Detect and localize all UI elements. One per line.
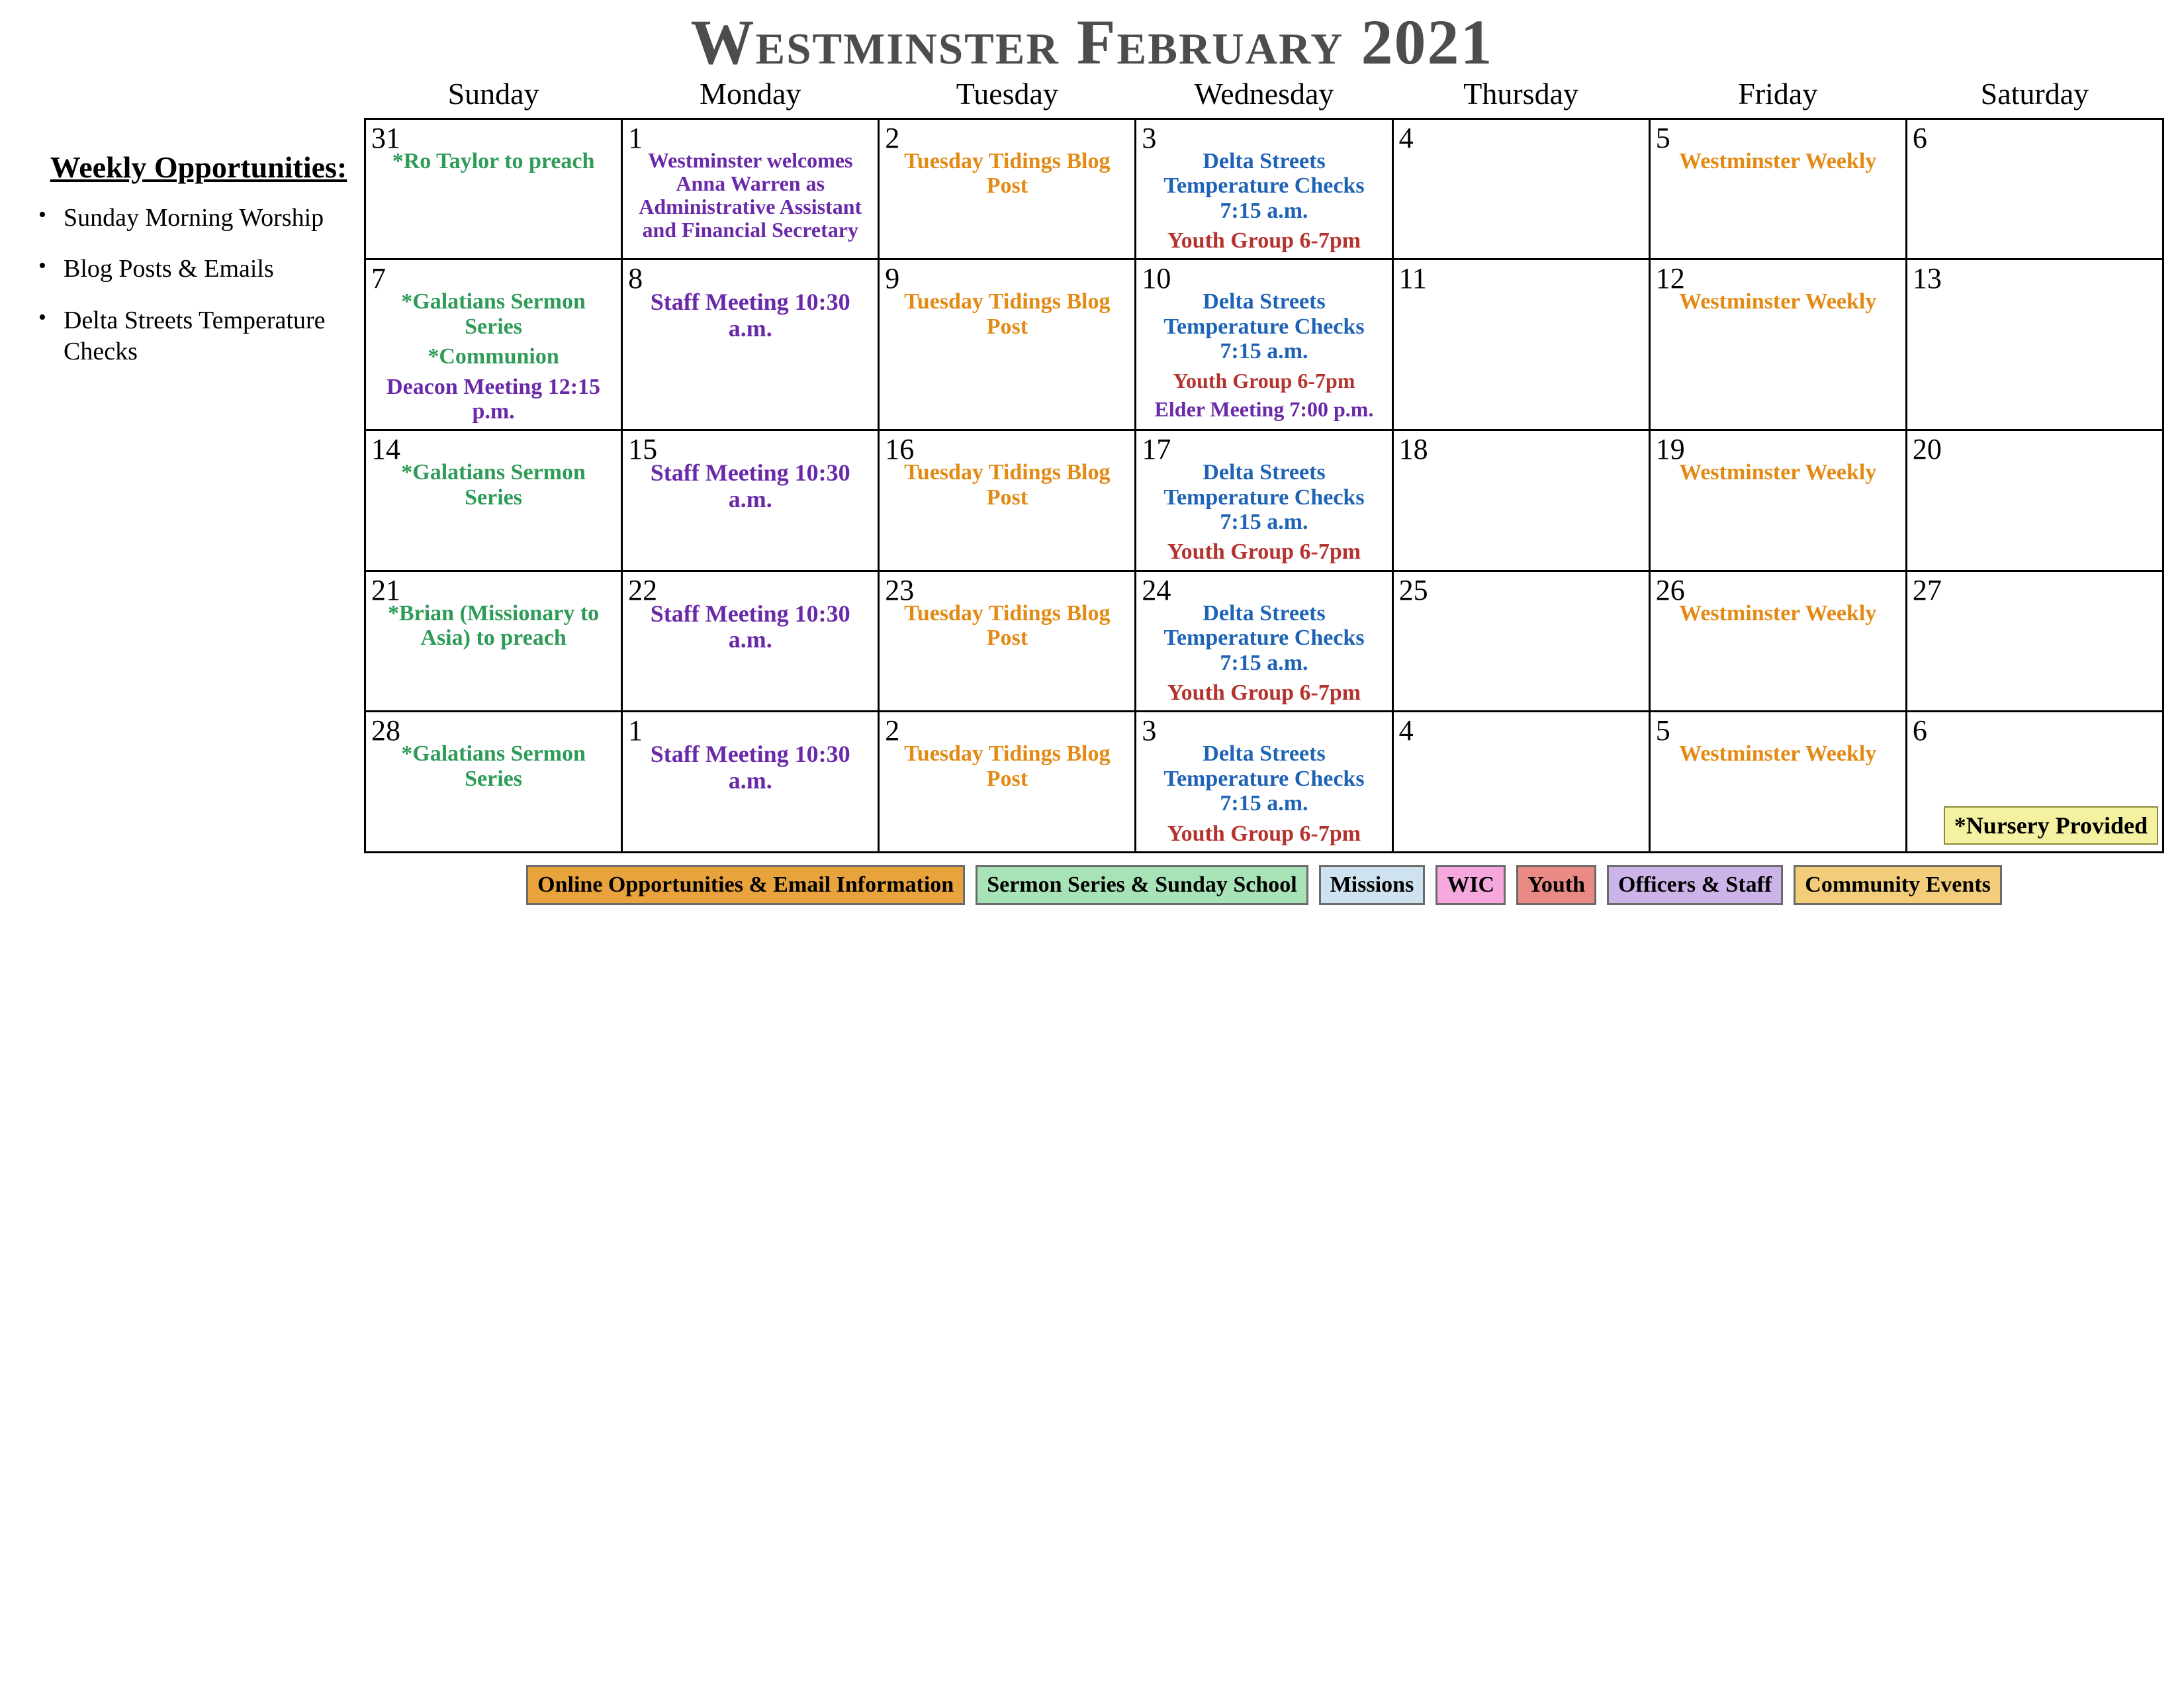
day-number: 16 [885,433,915,466]
day-cell-inner [1394,260,1649,429]
day-cell-inner [1136,260,1391,429]
day-cell-inner [623,572,878,711]
legend-item-wic: WIC [1435,865,1506,905]
day-event[interactable]: Staff Meeting 10:30 a.m. [650,600,850,653]
day-event[interactable]: Youth Group 6-7pm [1173,368,1355,393]
day-number: 7 [371,262,386,295]
day-events [1136,601,1391,711]
day-number: 3 [1142,714,1157,747]
day-events [880,460,1134,515]
day-event[interactable]: Tuesday Tidings Blog Post [904,741,1111,791]
legend-item-online-opportunities: Online Opportunities & Email Information [526,865,965,905]
day-number: 8 [628,262,643,295]
calendar-day-cell[interactable] [622,259,879,430]
day-number: 13 [1912,262,1942,295]
day-events [366,460,621,515]
day-number: 18 [1398,433,1428,466]
day-cell-inner [623,260,878,429]
calendar-body-rows [365,118,2163,852]
day-number: 12 [1655,262,1685,295]
day-events [1136,289,1391,426]
day-events [366,741,621,796]
day-number: 23 [885,573,915,606]
day-events [623,460,878,518]
calendar-week-row [365,430,2163,571]
day-events [1136,149,1391,259]
day-event[interactable]: *Communion [428,344,559,369]
day-cell-inner [366,120,621,259]
day-event[interactable]: Staff Meeting 10:30 a.m. [650,459,850,512]
day-number: 25 [1398,573,1428,606]
day-of-week-header: Wednesday [1194,76,1334,111]
legend-item-officers-staff: Officers & Staff [1607,865,1783,905]
day-number: 5 [1655,714,1670,747]
calendar-table [364,76,2164,853]
day-number: 22 [628,573,658,606]
day-cell-inner [1651,572,1905,711]
calendar-day-cell[interactable] [622,118,879,259]
nursery-provided-note: *Nursery Provided [1944,806,2158,845]
day-event[interactable]: Youth Group 6-7pm [1167,228,1361,253]
day-number: 4 [1398,714,1414,747]
legend [0,853,2184,905]
calendar-day-cell[interactable] [1392,571,1649,712]
legend-item-missions: Missions [1319,865,1426,905]
day-number: 4 [1398,121,1414,154]
day-events [880,289,1134,344]
day-cell-inner [623,431,878,570]
day-events [1651,460,1905,490]
day-events [1136,741,1391,851]
day-event[interactable]: *Galatians Sermon Series [401,460,586,510]
day-number: 31 [371,121,400,154]
day-events [623,601,878,659]
page-title: Westminster February 2021 [690,7,1494,77]
calendar-day-cell[interactable] [879,118,1136,259]
day-number: 10 [1142,262,1171,295]
day-cell-inner [366,712,621,851]
day-number: 24 [1142,573,1171,606]
day-events [1907,740,2162,745]
calendar-day-cell[interactable] [1136,571,1392,712]
calendar-day-cell[interactable] [1906,118,2163,259]
calendar-day-cell[interactable] [1649,430,1906,571]
day-events [623,149,878,248]
day-number: 9 [885,262,900,295]
day-number: 2 [885,121,900,154]
day-of-week-header: Friday [1738,76,1818,111]
day-event[interactable]: Westminster Weekly [1679,741,1877,767]
day-cell-inner [880,712,1134,851]
day-event[interactable]: *Brian (Missionary to Asia) to preach [387,600,600,651]
day-cell-inner [880,120,1134,259]
day-events [1651,149,1905,179]
day-events [1651,741,1905,771]
list-item: • Blog Posts & Emails [33,254,364,285]
calendar-week-row [365,259,2163,430]
day-events [366,149,621,179]
day-cell-inner [1394,712,1649,851]
day-event[interactable]: Delta Streets Temperature Checks 7:15 a.m. [1163,148,1365,223]
day-events [1907,288,2162,293]
day-events [1907,459,2162,464]
calendar-week-row [365,571,2163,712]
legend-item-sermon-series: Sermon Series & Sunday School [976,865,1308,905]
day-event[interactable]: Tuesday Tidings Blog Post [904,460,1111,510]
calendar-day-cell[interactable] [1392,712,1649,853]
day-events [366,289,621,429]
calendar-day-cell[interactable] [1649,571,1906,712]
day-cell-inner [1394,431,1649,570]
day-events [880,149,1134,204]
day-number: 14 [371,433,400,466]
list-item: • Delta Streets Temperature Checks [33,305,364,368]
day-event[interactable]: Tuesday Tidings Blog Post [904,600,1111,651]
day-cell-inner [1651,120,1905,259]
day-events [1394,459,1649,464]
day-event[interactable]: Westminster Weekly [1679,460,1877,485]
calendar-day-cell[interactable] [1392,430,1649,571]
calendar-day-cell[interactable] [1136,430,1392,571]
day-number: 17 [1142,433,1171,466]
calendar-day-cell[interactable] [365,571,622,712]
day-cell-inner [880,572,1134,711]
day-event[interactable]: Westminster Weekly [1679,289,1877,314]
day-event[interactable]: Youth Group 6-7pm [1167,540,1361,565]
day-number: 3 [1142,121,1157,154]
weekly-opportunities-heading: Weekly Opportunities: [50,150,347,184]
day-event[interactable]: Staff Meeting 10:30 a.m. [650,741,850,794]
day-event[interactable]: Delta Streets Temperature Checks 7:15 a.m. [1163,741,1365,816]
day-cell-inner [366,431,621,570]
day-number: 6 [1912,714,1927,747]
day-events [1394,740,1649,745]
day-of-week-header: Tuesday [956,76,1058,111]
day-of-week-header: Thursday [1463,76,1578,111]
day-event[interactable]: Westminster Weekly [1679,600,1877,626]
calendar-day-cell[interactable] [1649,259,1906,430]
day-cell-inner [880,260,1134,429]
day-events [623,741,878,799]
day-cell-inner [366,260,621,429]
day-cell-inner [1907,260,2162,429]
day-number: 20 [1912,433,1942,466]
legend-item-community-events: Community Events [1794,865,2002,905]
calendar-day-cell[interactable] [365,118,622,259]
day-events [1907,600,2162,605]
day-cell-inner [1907,572,2162,711]
calendar-week-row [365,712,2163,853]
calendar-day-cell[interactable] [1649,712,1906,853]
day-events [1651,289,1905,319]
day-events [1394,288,1649,293]
calendar-day-cell[interactable] [879,712,1136,853]
day-cell-inner [1651,260,1905,429]
day-cell-inner [1136,431,1391,570]
day-number: 19 [1655,433,1685,466]
calendar-day-cell[interactable] [879,571,1136,712]
day-number: 27 [1912,573,1942,606]
day-cell-inner [623,712,878,851]
calendar-week-row [365,118,2163,259]
day-of-week-header: Monday [700,76,801,111]
day-cell-inner [1136,572,1391,711]
day-event[interactable]: Elder Meeting 7:00 p.m. [1154,397,1374,421]
day-cell-inner [623,120,878,259]
day-event[interactable]: Westminster welcomes Anna Warren as Administrative Assistant and Financial Secretary [639,148,862,242]
day-events [880,741,1134,796]
calendar-day-cell[interactable] [1136,118,1392,259]
day-cell-inner [1394,572,1649,711]
day-events [366,601,621,656]
day-cell-inner [1907,431,2162,570]
day-event[interactable]: Westminster Weekly [1679,148,1877,173]
calendar-day-cell[interactable] [1136,259,1392,430]
day-number: 6 [1912,121,1927,154]
day-of-week-header: Saturday [1980,76,2089,111]
calendar-day-cell[interactable] [1906,430,2163,571]
day-events [1394,600,1649,605]
day-cell-inner [1651,431,1905,570]
calendar-page [0,4,2184,1692]
calendar-day-cell[interactable] [622,712,879,853]
day-cell-inner [366,572,621,711]
day-event[interactable]: Deacon Meeting 12:15 p.m. [387,374,601,424]
calendar-body [0,76,2184,853]
day-event[interactable]: Tuesday Tidings Blog Post [904,148,1111,199]
day-events [880,601,1134,656]
day-cell-inner [1136,712,1391,851]
calendar-header-row [365,76,2163,119]
day-cell-inner [1651,712,1905,851]
list-item: • Sunday Morning Worship [33,203,364,234]
day-number: 2 [885,714,900,747]
day-event[interactable]: *Galatians Sermon Series [401,741,586,791]
day-number: 26 [1655,573,1685,606]
day-cell-inner [1136,120,1391,259]
calendar-day-cell[interactable] [622,571,879,712]
day-events [1907,148,2162,153]
day-of-week-header: Sunday [447,76,539,111]
day-events [1651,601,1905,631]
day-cell-inner [1394,120,1649,259]
calendar-day-cell[interactable] [365,712,622,853]
calendar-day-cell[interactable] [879,430,1136,571]
day-number: 5 [1655,121,1670,154]
legend-item-youth: Youth [1516,865,1596,905]
calendar-day-cell[interactable] [1392,118,1649,259]
weekly-opportunities-list [33,203,364,368]
calendar-grid-wrapper [364,76,2164,853]
day-cell-inner [1907,712,2162,851]
calendar-day-cell[interactable] [1392,259,1649,430]
calendar-day-cell[interactable] [1136,712,1392,853]
calendar-day-cell[interactable] [1906,259,2163,430]
calendar-day-cell[interactable] [879,259,1136,430]
day-cell-inner [880,431,1134,570]
day-cell-inner [1907,120,2162,259]
calendar-day-cell[interactable] [1649,118,1906,259]
day-number: 15 [628,433,658,466]
day-events [1136,460,1391,570]
calendar-day-cell[interactable] [1906,712,2163,853]
day-event[interactable]: Staff Meeting 10:30 a.m. [650,289,850,342]
day-event[interactable]: Delta Streets Temperature Checks 7:15 a.m. [1163,289,1365,364]
calendar-day-cell[interactable] [365,259,622,430]
weekly-opportunities-panel [20,76,364,388]
day-number: 1 [628,714,643,747]
day-number: 11 [1398,262,1427,295]
calendar-day-cell[interactable] [622,430,879,571]
day-number: 21 [371,573,400,606]
day-event[interactable]: Youth Group 6-7pm [1167,821,1361,846]
calendar-day-cell[interactable] [1906,571,2163,712]
day-event[interactable]: *Galatians Sermon Series [401,289,586,339]
day-event[interactable]: *Ro Taylor to preach [392,148,595,173]
day-event[interactable]: Delta Streets Temperature Checks 7:15 a.m. [1163,460,1365,535]
day-events [623,289,878,347]
day-events [1394,148,1649,153]
day-event[interactable]: Delta Streets Temperature Checks 7:15 a.m. [1163,600,1365,675]
day-number: 1 [628,121,643,154]
calendar-day-cell[interactable] [365,430,622,571]
day-number: 28 [371,714,400,747]
day-event[interactable]: Youth Group 6-7pm [1167,681,1361,706]
day-event[interactable]: Tuesday Tidings Blog Post [904,289,1111,339]
